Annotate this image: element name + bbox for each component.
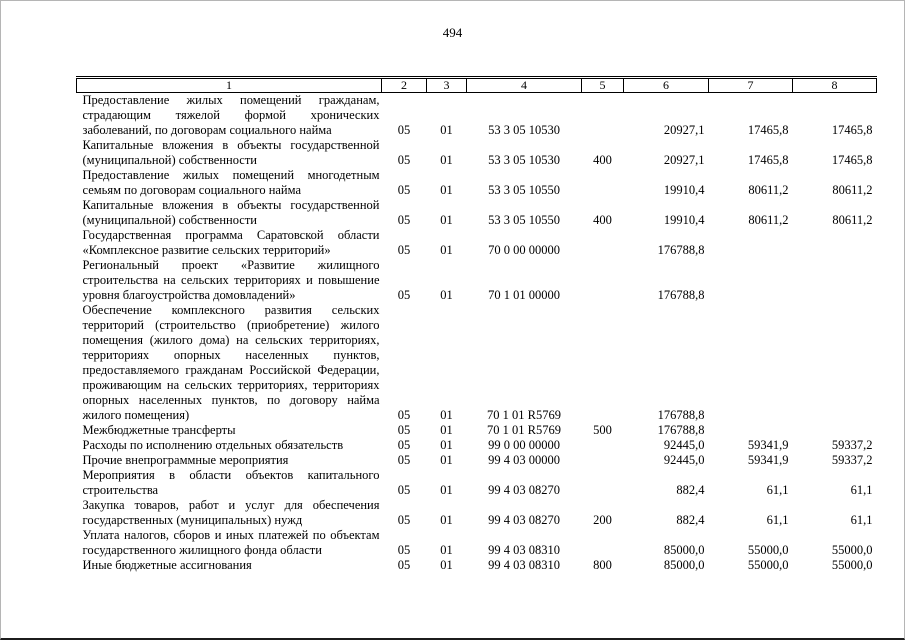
cell-expense-name: Капитальные вложения в объекты государственной (муниципальной) собственности xyxy=(82,198,380,227)
cell-subsection-code: 01 xyxy=(440,153,453,167)
cell-expense-type-code xyxy=(582,168,624,198)
cell-amount-year3: 80611,2 xyxy=(832,183,873,197)
table-header xyxy=(77,78,877,93)
cell-section-code: 05 xyxy=(397,153,411,167)
column-number-header: 8 xyxy=(793,78,877,93)
table-header-row xyxy=(77,78,877,93)
cell-amount-year2: 59341,9 xyxy=(747,438,789,452)
cell-expense-type-code xyxy=(582,93,624,139)
cell-amount-year1: 85000,0 xyxy=(663,558,705,572)
table-row xyxy=(77,468,877,498)
table-row xyxy=(77,138,877,168)
cell-amount-year1: 176788,8 xyxy=(657,288,705,302)
budget-table xyxy=(76,76,877,573)
cell-amount-year2: 55000,0 xyxy=(747,543,789,557)
table-row xyxy=(77,168,877,198)
cell-subsection-code: 01 xyxy=(440,438,453,452)
cell-section-code: 05 xyxy=(397,543,411,557)
cell-target-article-code: 53 3 05 10550 xyxy=(488,213,560,227)
cell-amount-year2 xyxy=(709,423,793,438)
cell-subsection-code: 01 xyxy=(440,123,453,137)
cell-target-article-code: 99 4 03 08270 xyxy=(488,513,560,527)
cell-section-code: 05 xyxy=(397,423,411,437)
cell-amount-year3: 55000,0 xyxy=(831,543,873,557)
cell-amount-year2: 17465,8 xyxy=(747,153,789,167)
cell-section-code: 05 xyxy=(397,453,411,467)
table-body xyxy=(77,93,877,574)
cell-amount-year3: 59337,2 xyxy=(831,453,873,467)
cell-expense-type-code xyxy=(582,303,624,423)
table-row xyxy=(77,198,877,228)
cell-amount-year3: 61,1 xyxy=(850,513,873,527)
cell-subsection-code: 01 xyxy=(440,288,453,302)
cell-amount-year1: 176788,8 xyxy=(657,423,705,437)
cell-target-article-code: 99 4 03 08310 xyxy=(488,558,560,572)
table-row xyxy=(77,558,877,573)
cell-expense-type-code: 800 xyxy=(593,558,612,572)
cell-amount-year2: 61,1 xyxy=(766,483,789,497)
cell-section-code: 05 xyxy=(397,288,411,302)
column-number-header: 3 xyxy=(427,78,467,93)
cell-section-code: 05 xyxy=(397,243,411,257)
cell-amount-year3: 61,1 xyxy=(850,483,873,497)
cell-subsection-code: 01 xyxy=(440,453,453,467)
cell-target-article-code: 70 1 01 R5769 xyxy=(487,408,561,422)
cell-amount-year1: 20927,1 xyxy=(663,123,705,137)
column-number-header: 4 xyxy=(467,78,582,93)
cell-subsection-code: 01 xyxy=(440,513,453,527)
cell-expense-type-code: 400 xyxy=(593,153,612,167)
cell-expense-name: Закупка товаров, работ и услуг для обеспечения государственных (муниципальных) нужд xyxy=(82,498,380,527)
cell-section-code: 05 xyxy=(397,438,411,452)
cell-amount-year2 xyxy=(709,258,793,303)
cell-section-code: 05 xyxy=(397,213,411,227)
cell-subsection-code: 01 xyxy=(440,243,453,257)
cell-amount-year3 xyxy=(793,303,877,423)
column-number-header: 5 xyxy=(582,78,624,93)
cell-amount-year2 xyxy=(709,228,793,258)
cell-section-code: 05 xyxy=(397,408,411,422)
cell-amount-year2: 61,1 xyxy=(766,513,789,527)
column-number-header: 7 xyxy=(709,78,793,93)
cell-amount-year1: 92445,0 xyxy=(663,453,705,467)
cell-amount-year1: 882,4 xyxy=(676,483,705,497)
column-number-header: 2 xyxy=(382,78,427,93)
cell-expense-type-code: 500 xyxy=(593,423,612,437)
cell-section-code: 05 xyxy=(397,558,411,572)
cell-expense-name: Государственная программа Саратовской области «Комплексное развитие сельских территорий» xyxy=(82,228,380,257)
cell-amount-year1: 85000,0 xyxy=(663,543,705,557)
cell-expense-type-code: 400 xyxy=(593,213,612,227)
cell-section-code: 05 xyxy=(397,513,411,527)
cell-amount-year2 xyxy=(709,303,793,423)
cell-section-code: 05 xyxy=(397,123,411,137)
cell-expense-type-code xyxy=(582,453,624,468)
cell-amount-year1: 92445,0 xyxy=(663,438,705,452)
cell-subsection-code: 01 xyxy=(440,183,453,197)
cell-expense-name: Предоставление жилых помещений многодетным семьям по договорам социального найма xyxy=(82,168,380,197)
table-row xyxy=(77,453,877,468)
cell-expense-type-code xyxy=(582,438,624,453)
cell-target-article-code: 99 4 03 08310 xyxy=(488,543,560,557)
cell-expense-name: Иные бюджетные ассигнования xyxy=(82,558,252,572)
cell-target-article-code: 53 3 05 10530 xyxy=(488,153,560,167)
cell-amount-year1: 176788,8 xyxy=(657,408,705,422)
cell-subsection-code: 01 xyxy=(440,483,453,497)
table-row xyxy=(77,528,877,558)
cell-expense-type-code xyxy=(582,228,624,258)
cell-amount-year3: 55000,0 xyxy=(831,558,873,572)
cell-target-article-code: 99 4 03 00000 xyxy=(488,453,560,467)
cell-amount-year1: 20927,1 xyxy=(663,153,705,167)
cell-expense-name: Межбюджетные трансферты xyxy=(82,423,236,437)
cell-target-article-code: 70 1 01 00000 xyxy=(488,288,560,302)
cell-expense-name: Мероприятия в области объектов капитального строительства xyxy=(82,468,380,497)
cell-target-article-code: 53 3 05 10550 xyxy=(488,183,560,197)
cell-amount-year1: 19910,4 xyxy=(663,213,705,227)
cell-expense-name: Прочие внепрограммные мероприятия xyxy=(82,453,289,467)
column-number-header: 6 xyxy=(624,78,709,93)
cell-expense-name: Уплата налогов, сборов и иных платежей по объектам государственного жилищного фонда области xyxy=(82,528,380,557)
table-row xyxy=(77,303,877,423)
cell-target-article-code: 99 0 00 00000 xyxy=(488,438,560,452)
cell-amount-year3 xyxy=(793,423,877,438)
cell-amount-year1: 176788,8 xyxy=(657,243,705,257)
table-row xyxy=(77,498,877,528)
cell-expense-name: Обеспечение комплексного развития сельских территорий (строительство (приобретение) жилого помещения (жилого дома) на сельских территориях, территориях опорных населенных пунктов, предоставляемого гражданам Российской Федерации, проживающим на сельских территориях, территориях опорных населенных пунктов, по договору найма жилого помещения) xyxy=(82,303,380,422)
table-row xyxy=(77,438,877,453)
cell-expense-type-code xyxy=(582,258,624,303)
page-number: 494 xyxy=(442,25,463,40)
cell-expense-name: Капитальные вложения в объекты государственной (муниципальной) собственности xyxy=(82,138,380,167)
cell-amount-year3: 80611,2 xyxy=(832,213,873,227)
cell-expense-type-code xyxy=(582,468,624,498)
cell-amount-year2: 17465,8 xyxy=(747,123,789,137)
cell-expense-type-code: 200 xyxy=(593,513,612,527)
cell-amount-year2: 80611,2 xyxy=(748,183,789,197)
cell-section-code: 05 xyxy=(397,183,411,197)
cell-section-code: 05 xyxy=(397,483,411,497)
cell-amount-year1: 19910,4 xyxy=(663,183,705,197)
cell-target-article-code: 99 4 03 08270 xyxy=(488,483,560,497)
cell-amount-year3 xyxy=(793,228,877,258)
cell-amount-year3: 17465,8 xyxy=(831,123,873,137)
cell-expense-name: Расходы по исполнению отдельных обязательств xyxy=(82,438,344,452)
cell-subsection-code: 01 xyxy=(440,423,453,437)
cell-amount-year3 xyxy=(793,258,877,303)
table-row xyxy=(77,423,877,438)
cell-subsection-code: 01 xyxy=(440,558,453,572)
cell-subsection-code: 01 xyxy=(440,543,453,557)
table-row xyxy=(77,93,877,139)
cell-expense-name: Предоставление жилых помещений гражданам, страдающим тяжелой формой хронических заболеваний, по договорам социального найма xyxy=(82,93,380,137)
cell-amount-year1: 882,4 xyxy=(676,513,705,527)
cell-amount-year2: 59341,9 xyxy=(747,453,789,467)
cell-target-article-code: 53 3 05 10530 xyxy=(488,123,560,137)
cell-target-article-code: 70 1 01 R5769 xyxy=(487,423,561,437)
cell-target-article-code: 70 0 00 00000 xyxy=(488,243,560,257)
cell-amount-year2: 80611,2 xyxy=(748,213,789,227)
cell-amount-year2: 55000,0 xyxy=(747,558,789,572)
cell-subsection-code: 01 xyxy=(440,408,453,422)
cell-expense-type-code xyxy=(582,528,624,558)
cell-amount-year3: 59337,2 xyxy=(831,438,873,452)
cell-subsection-code: 01 xyxy=(440,213,453,227)
table-row xyxy=(77,258,877,303)
cell-expense-name: Региональный проект «Развитие жилищного строительства на сельских территориях и повышение уровня благоустройства домовладений» xyxy=(82,258,380,302)
table-row xyxy=(77,228,877,258)
cell-amount-year3: 17465,8 xyxy=(831,153,873,167)
column-number-header: 1 xyxy=(77,78,382,93)
